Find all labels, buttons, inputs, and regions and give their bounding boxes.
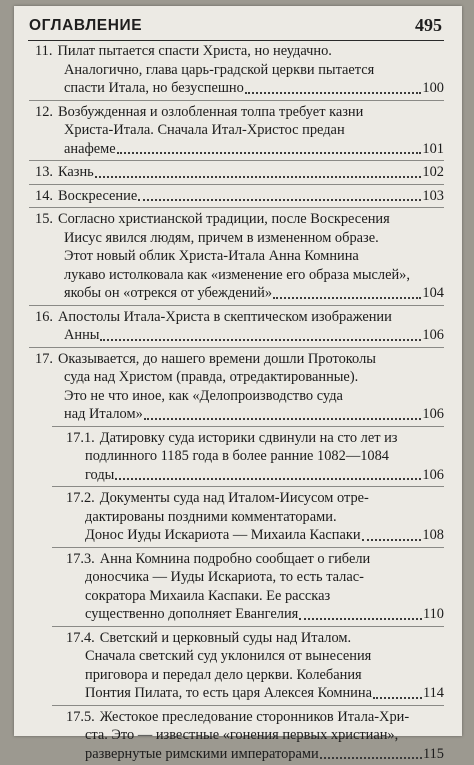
toc-entry-text: Оказывается, до нашего времени дошли Протоколы: [58, 351, 376, 367]
toc-entry-text: Датировку суда историки сдвинули на сто лет из: [100, 430, 398, 446]
toc-entry-last-line: [35, 163, 444, 182]
toc-entry-text: Анны: [64, 326, 99, 345]
toc-entry-text: Светский и церковный суды над Италом.: [100, 630, 351, 646]
toc-entry[interactable]: [14, 208, 462, 305]
toc-entry-text: лукаво истолковала как «изменение его образа мыслей»,: [64, 267, 410, 283]
toc-entry-number: 15.: [35, 211, 53, 227]
toc-entry[interactable]: [14, 548, 462, 626]
toc-entry-page[interactable]: 106: [422, 326, 444, 345]
dot-leader: [373, 697, 422, 699]
toc-entry-text: Анна Комнина подробно сообщает о гибели: [100, 551, 370, 567]
toc-entry[interactable]: [14, 427, 462, 487]
toc-entry-line: [35, 308, 444, 327]
toc-entry-line: [66, 550, 444, 569]
toc-entry-last-line: [66, 605, 444, 624]
toc-entry-last-line: [35, 284, 444, 303]
toc-entry-line: [66, 508, 444, 527]
dot-leader: [144, 418, 422, 420]
dot-leader: [362, 539, 422, 541]
toc-entry-line: [35, 103, 444, 122]
toc-entry-page[interactable]: 103: [422, 187, 444, 206]
toc-entry-line: [66, 726, 444, 745]
toc-entry-last-line: [66, 466, 444, 485]
dot-leader: [115, 478, 421, 480]
toc-entry[interactable]: [14, 706, 462, 765]
toc-entry-line: [35, 61, 444, 80]
toc-entry-line: [66, 429, 444, 448]
toc-entry-text: Казнь: [58, 163, 94, 182]
toc-entry-page[interactable]: 100: [422, 79, 444, 98]
toc-entry-last-line: [66, 745, 444, 764]
toc-entry-number: 17.5.: [66, 709, 95, 725]
toc-entry-text: Донос Иуды Искариота — Михаила Каспаки: [85, 526, 361, 545]
toc-entry[interactable]: [14, 40, 462, 100]
toc-entry[interactable]: [14, 101, 462, 161]
toc-entry-line: [66, 629, 444, 648]
toc-entry-page[interactable]: 115: [423, 745, 444, 764]
toc-entry-line: [66, 587, 444, 606]
toc-entry-line: [66, 568, 444, 587]
toc-entry-text: Понтия Пилата, то есть царя Алексея Комнина: [85, 684, 372, 703]
page-number: 495: [415, 15, 442, 36]
dot-leader: [245, 92, 422, 94]
toc-entry-last-line: [35, 187, 444, 206]
toc-entry-text: Документы суда над Италом-Иисусом отре-: [100, 490, 369, 506]
toc-entry-text: якобы он «отрекся от убеждений»: [64, 284, 272, 303]
toc-entry-line: [35, 42, 444, 61]
toc-entry-line: [35, 266, 444, 285]
toc-entry-line: [35, 368, 444, 387]
dot-leader: [117, 152, 422, 154]
toc-entry-text: Сначала светский суд уклонился от вынесения: [85, 648, 371, 664]
toc-entry-text: Воскресение: [58, 187, 137, 206]
toc-entry-text: годы: [85, 466, 114, 485]
toc-entry-page[interactable]: 106: [422, 405, 444, 424]
toc-entry-number: 11.: [35, 43, 52, 59]
toc-entry-text: сократора Михаила Каспаки. Ее рассказ: [85, 588, 330, 604]
toc-entry-text: Согласно христианской традиции, после Воскресения: [58, 211, 390, 227]
toc-entry-line: [35, 247, 444, 266]
toc-entry-page[interactable]: 104: [422, 284, 444, 303]
dot-leader: [320, 757, 422, 759]
toc-entry-line: [66, 708, 444, 727]
toc-entry-number: 17.3.: [66, 551, 95, 567]
toc-entry-last-line: [35, 140, 444, 159]
toc-entry[interactable]: [14, 306, 462, 347]
toc-entry-text: дактированы поздними комментаторами.: [85, 509, 337, 525]
toc-entry[interactable]: [14, 627, 462, 705]
toc-entry-text: Этот новый облик Христа-Итала Анна Комнина: [64, 248, 359, 264]
toc-entry-text: развернутые римскими императорами: [85, 745, 319, 764]
toc-entry-number: 16.: [35, 309, 53, 325]
dot-leader: [273, 297, 421, 299]
toc-entry-text: Возбужденная и озлобленная толпа требует казни: [58, 104, 363, 120]
toc-entry-page[interactable]: 102: [422, 163, 444, 182]
dot-leader: [138, 199, 421, 201]
toc-entry-text: Аналогично, глава царь-градской церкви пытается: [64, 62, 374, 78]
toc-entry-text: Пилат пытается спасти Христа, но неудачно.: [57, 43, 331, 59]
toc-entry-line: [66, 489, 444, 508]
toc-entry-text: анафеме: [64, 140, 116, 159]
toc-entry-page[interactable]: 106: [422, 466, 444, 485]
toc-entry[interactable]: [14, 487, 462, 547]
toc-entry[interactable]: [14, 348, 462, 426]
toc-entry-text: приговора и передал дело церкви. Колебания: [85, 667, 362, 683]
toc-entry-text: ста. Это — известные «гонения первых христиан»,: [85, 727, 398, 743]
toc-entry-page[interactable]: 101: [422, 140, 444, 159]
toc-entry-number: 14.: [35, 187, 53, 206]
toc-entry-number: 13.: [35, 163, 53, 182]
table-of-contents: [14, 40, 462, 765]
toc-entry-line: [35, 387, 444, 406]
toc-entry-last-line: [35, 326, 444, 345]
toc-entry-text: Христа-Итала. Сначала Итал-Христос предан: [64, 122, 345, 138]
toc-entry-number: 17.2.: [66, 490, 95, 506]
toc-entry-text: Жестокое преследование сторонников Итала-Хри-: [100, 709, 409, 725]
toc-entry-number: 12.: [35, 104, 53, 120]
toc-entry-page[interactable]: 114: [423, 684, 444, 703]
toc-entry-text: Иисус явился людям, причем в измененном образе.: [64, 230, 379, 246]
toc-entry-text: доносчика — Иуды Искариота, то есть талас-: [85, 569, 364, 585]
toc-entry[interactable]: [14, 185, 462, 208]
toc-entry-page[interactable]: 108: [422, 526, 444, 545]
toc-entry-line: [35, 121, 444, 140]
toc-entry-text: Это не что иное, как «Делопроизводство суда: [64, 388, 343, 404]
toc-entry-text: Апостолы Итала-Христа в скептическом изображении: [58, 309, 392, 325]
dot-leader: [95, 176, 422, 178]
toc-entry-last-line: [66, 684, 444, 703]
dot-leader: [299, 618, 422, 620]
toc-entry-page[interactable]: 110: [423, 605, 444, 624]
toc-entry-last-line: [66, 526, 444, 545]
toc-entry-last-line: [35, 405, 444, 424]
toc-entry-text: существенно дополняет Евангелия: [85, 605, 298, 624]
toc-entry-text: над Италом»: [64, 405, 143, 424]
toc-entry-text: подлинного 1185 года в более ранние 1082—1084: [85, 448, 389, 464]
dot-leader: [100, 339, 421, 341]
toc-entry-line: [66, 447, 444, 466]
toc-entry-number: 17.: [35, 351, 53, 367]
toc-entry-text: спасти Итала, но безуспешно: [64, 79, 244, 98]
toc-entry[interactable]: [14, 161, 462, 184]
toc-entry-line: [35, 350, 444, 369]
toc-entry-line: [35, 229, 444, 248]
toc-entry-line: [66, 647, 444, 666]
section-title: ОГЛАВЛЕНИЕ: [29, 17, 142, 35]
toc-entry-line: [66, 666, 444, 685]
toc-entry-last-line: [35, 79, 444, 98]
book-page: [14, 6, 462, 736]
toc-entry-number: 17.1.: [66, 430, 95, 446]
toc-entry-number: 17.4.: [66, 630, 95, 646]
toc-entry-line: [35, 210, 444, 229]
toc-entry-text: суда над Христом (правда, отредактированные).: [64, 369, 358, 385]
